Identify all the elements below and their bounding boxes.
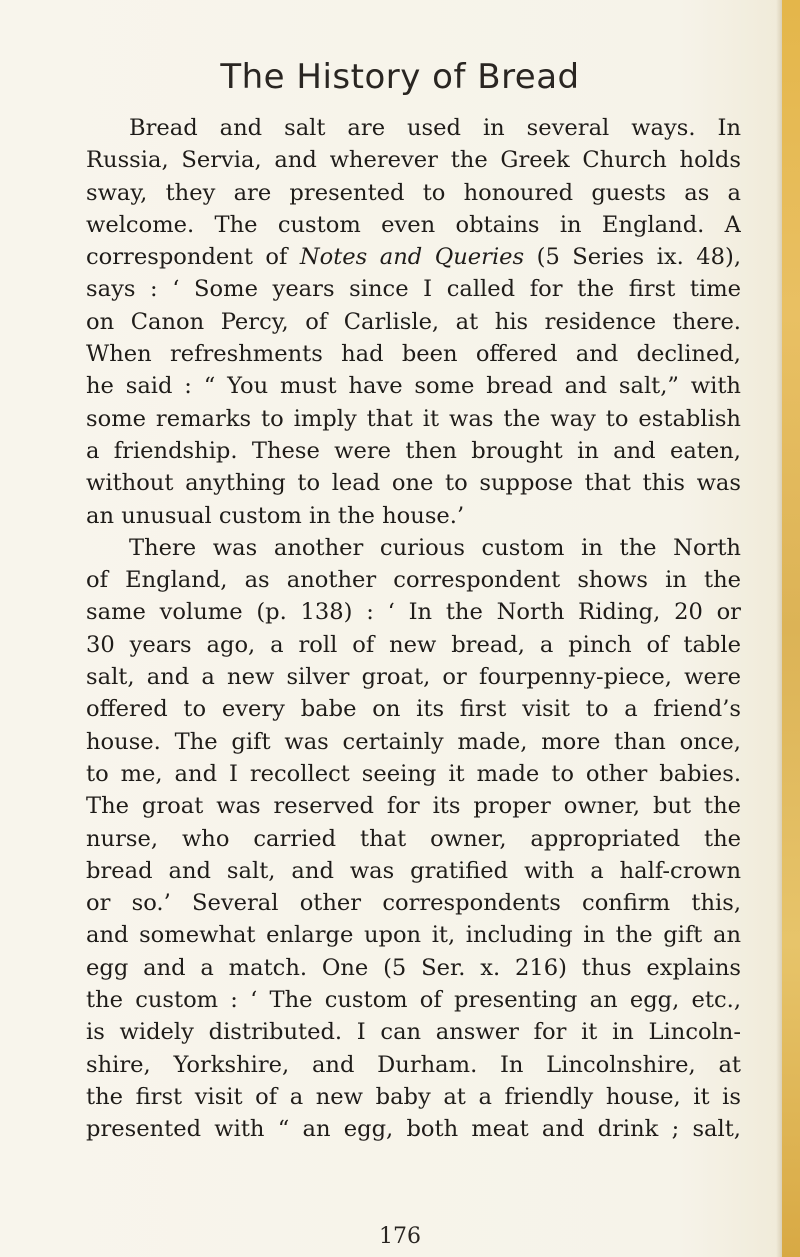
text-line: same volume (p. 138) : ‘ In the North Riding, 20 or [86, 599, 741, 626]
text-line: without anything to lead one to suppose that this was [86, 470, 741, 497]
text-line: the custom : ‘ The custom of presenting an egg, etc., [86, 987, 741, 1014]
text-line: the first visit of a new baby at a friendly house, it is [86, 1083, 741, 1110]
text-line: correspondent of Notes and Queries (5 Series ix. 48), [86, 244, 741, 271]
text-line: is widely distributed. I can answer for it in Lincoln- [86, 1019, 741, 1046]
text-line: says : ‘ Some years since I called for the first time [86, 276, 741, 303]
text-line: welcome. The custom even obtains in England. A [86, 211, 741, 238]
text-line: offered to every babe on its first visit to a friend’s [86, 696, 741, 723]
text-line: or so.’ Several other correspondents confirm this, [86, 890, 741, 917]
text-line: 30 years ago, a roll of new bread, a pinch of table [86, 631, 741, 658]
text-line: nurse, who carried that owner, appropriated the [86, 825, 741, 852]
text-line: on Canon Percy, of Carlisle, at his residence there. [86, 308, 741, 335]
text-line: salt, and a new silver groat, or fourpenny-piece, were [86, 664, 741, 691]
gilt-page-edge [782, 0, 800, 1257]
text-line: presented with “ an egg, both meat and drink ; salt, [86, 1116, 741, 1143]
text-line: egg and a match. One (5 Ser. x. 216) thus explains [86, 954, 741, 981]
text-line: sway, they are presented to honoured guests as a [86, 179, 741, 206]
running-head: The History of Bread [220, 57, 580, 97]
text-line: to me, and I recollect seeing it made to other babies. [86, 760, 741, 787]
text-line: Bread and salt are used in several ways. In [129, 115, 741, 141]
text-line: an unusual custom in the house.’ [86, 502, 465, 529]
text-line: When refreshments had been offered and declined, [86, 341, 741, 368]
text-line: a friendship. These were then brought in and eaten, [86, 437, 741, 464]
text-line: Russia, Servia, and wherever the Greek Church holds [86, 147, 741, 174]
text-line: house. The gift was certainly made, more than once, [86, 728, 741, 755]
text-line: some remarks to imply that it was the way to establish [86, 405, 741, 432]
text-line: bread and salt, and was gratified with a half-crown [86, 857, 741, 884]
text-line: There was another curious custom in the North [129, 534, 741, 561]
text-line: he said : “ You must have some bread and salt,” with [86, 373, 741, 400]
text-line: of England, as another correspondent shows in the [86, 567, 741, 594]
text-line: The groat was reserved for its proper owner, but the [86, 793, 741, 820]
text-line: shire, Yorkshire, and Durham. In Lincolnshire, at [86, 1051, 741, 1078]
periodical-title: Notes and Queries [299, 244, 525, 271]
text-line: and somewhat enlarge upon it, including in the gift an [86, 922, 741, 949]
body-text [86, 112, 741, 1146]
page-number: 176 [379, 1224, 421, 1249]
